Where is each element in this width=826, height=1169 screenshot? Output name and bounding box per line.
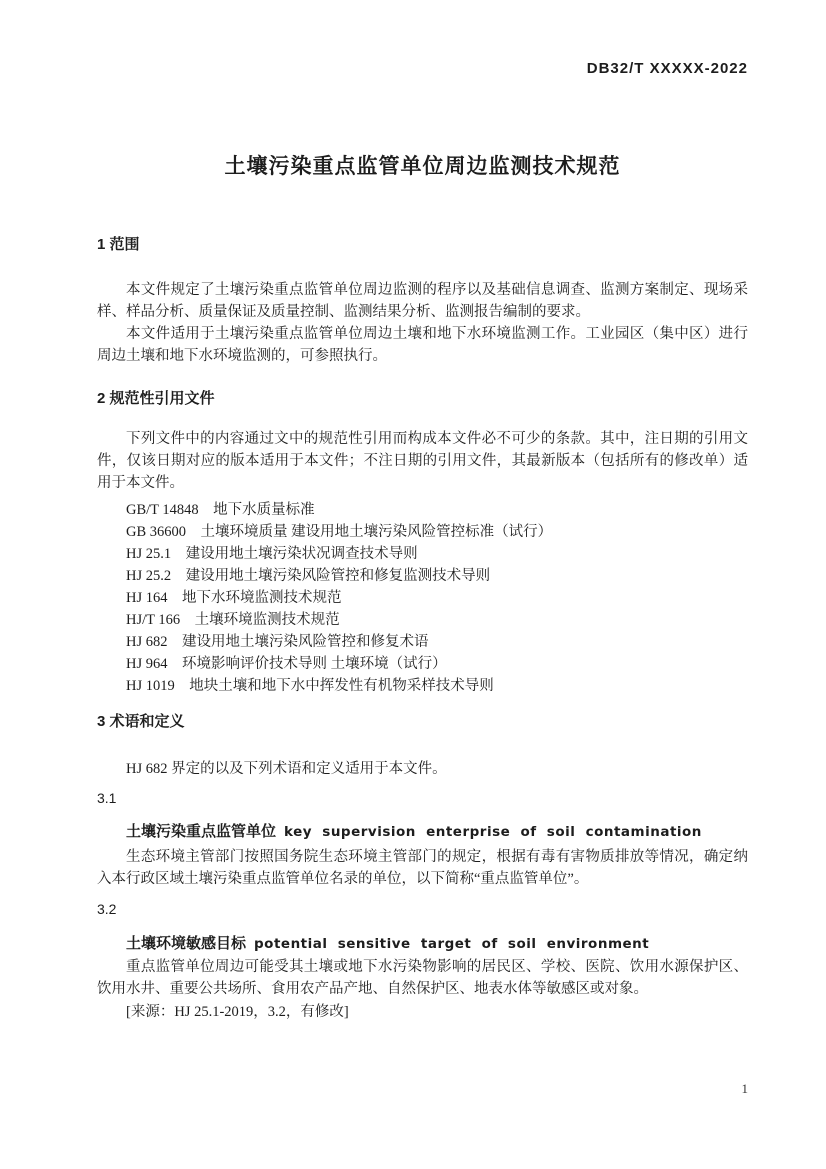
- document-code: DB32/T XXXXX-2022: [586, 60, 748, 77]
- term-name-cn: 土壤环境敏感目标: [126, 935, 247, 952]
- references-intro: 下列文件中的内容通过文中的规范性引用而构成本文件必不可少的条款。其中，注日期的引用文件，仅该日期对应的版本适用于本文件；不注日期的引用文件，其最新版本（包括所有的修改单）适用于本文件。: [97, 431, 748, 491]
- scope-paragraph-2: 本文件适用于土壤污染重点监管单位周边土壤和地下水环境监测工作。工业园区（集中区）进行周边土壤和地下水环境监测的，可参照执行。: [97, 326, 748, 364]
- reference-list: [97, 499, 748, 697]
- section-references-heading: 2 规范性引用文件: [97, 390, 215, 407]
- term-title-3-2: [126, 933, 748, 955]
- reference-item: HJ 964 环境影响评价技术导则 土壤环境（试行）: [126, 656, 447, 672]
- page-number: 1: [741, 1081, 748, 1096]
- term-title-3-1: [126, 821, 748, 843]
- reference-item: GB/T 14848 地下水质量标准: [126, 502, 315, 518]
- reference-item: HJ 1019 地块土壤和地下水中挥发性有机物采样技术导则: [126, 678, 494, 694]
- term-definition-3-1: 生态环境主管部门按照国务院生态环境主管部门的规定，根据有毒有害物质排放等情况，确定纳入本行政区域土壤污染重点监管单位名录的单位，以下简称“重点监管单位”。: [97, 849, 748, 887]
- term-definition-3-2: 重点监管单位周边可能受其土壤或地下水污染物影响的居民区、学校、医院、饮用水源保护区、饮用水井、重要公共场所、食用农产品产地、自然保护区、地表水体等敏感区或对象。: [97, 959, 748, 997]
- section-scope-heading: 1 范围: [97, 236, 140, 253]
- section-terms-heading: 3 术语和定义: [97, 713, 185, 730]
- reference-item: HJ 682 建设用地土壤污染风险管控和修复术语: [126, 634, 429, 650]
- reference-item: HJ 25.1 建设用地土壤污染状况调查技术导则: [126, 546, 418, 562]
- term-name-cn: 土壤污染重点监管单位: [126, 823, 277, 840]
- term-name-en: key supervision enterprise of soil contamination: [284, 824, 702, 840]
- reference-item: HJ/T 166 土壤环境监测技术规范: [126, 612, 340, 628]
- reference-item: HJ 25.2 建设用地土壤污染风险管控和修复监测技术导则: [126, 568, 491, 584]
- reference-item: GB 36600 土壤环境质量 建设用地土壤污染风险管控标准（试行）: [126, 524, 553, 540]
- term-source-3-2: [来源：HJ 25.1-2019，3.2，有修改]: [126, 1004, 349, 1020]
- term-number-3-2: 3.2: [97, 901, 117, 917]
- document-title: 土壤污染重点监管单位周边监测技术规范: [224, 155, 621, 178]
- term-number-3-1: 3.1: [97, 790, 117, 806]
- term-name-en: potential sensitive target of soil environment: [254, 936, 650, 952]
- terms-intro: HJ 682 界定的以及下列术语和定义适用于本文件。: [126, 761, 447, 777]
- scope-paragraph-1: 本文件规定了土壤污染重点监管单位周边监测的程序以及基础信息调查、监测方案制定、现场采样、样品分析、质量保证及质量控制、监测结果分析、监测报告编制的要求。: [97, 282, 748, 320]
- reference-item: HJ 164 地下水环境监测技术规范: [126, 590, 342, 606]
